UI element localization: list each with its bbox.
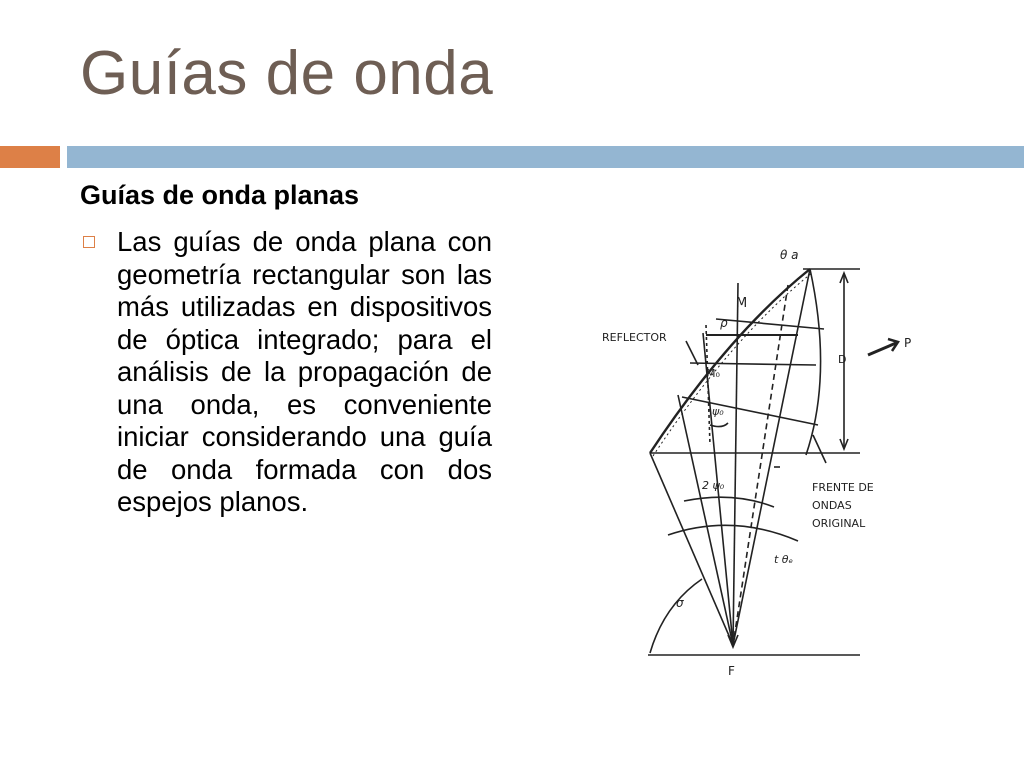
label-reflector: REFLECTOR (602, 331, 667, 344)
label-d: D (838, 353, 847, 366)
label-frente-3: ORIGINAL (812, 517, 866, 530)
accent-bar-orange (0, 146, 60, 168)
label-theta-a: θ a (780, 248, 799, 262)
accent-bar-blue (67, 146, 1024, 168)
waveguide-diagram-svg (598, 245, 928, 685)
label-frente-1: FRENTE DE (812, 481, 874, 494)
label-f: F (728, 664, 735, 678)
label-m0: M₀ (706, 367, 720, 380)
label-p: P (904, 336, 912, 350)
label-rho: ρ (720, 316, 728, 330)
label-psi: ψ₀ (712, 405, 724, 418)
slide-title: Guías de onda (80, 39, 494, 108)
wavefront-curve (806, 269, 821, 455)
section-subtitle: Guías de onda planas (80, 180, 360, 210)
label-sigma: σ (676, 596, 684, 610)
waveguide-diagram (598, 245, 928, 685)
label-m: M (736, 296, 748, 311)
bullet-square-icon (83, 236, 95, 248)
bullet-paragraph: Las guías de onda plana con geometría rectangular son las más utilizadas en dispositivos de óptica integrado; para el análisis de la propagación de una onda, es conveniente iniciar considerando una guía de onda formada con dos espejos planos. (117, 226, 492, 517)
label-theta-e: t θₑ (774, 553, 794, 566)
label-frente-2: ONDAS (812, 499, 852, 512)
label-two-psi: 2 ψ₀ (702, 479, 725, 492)
